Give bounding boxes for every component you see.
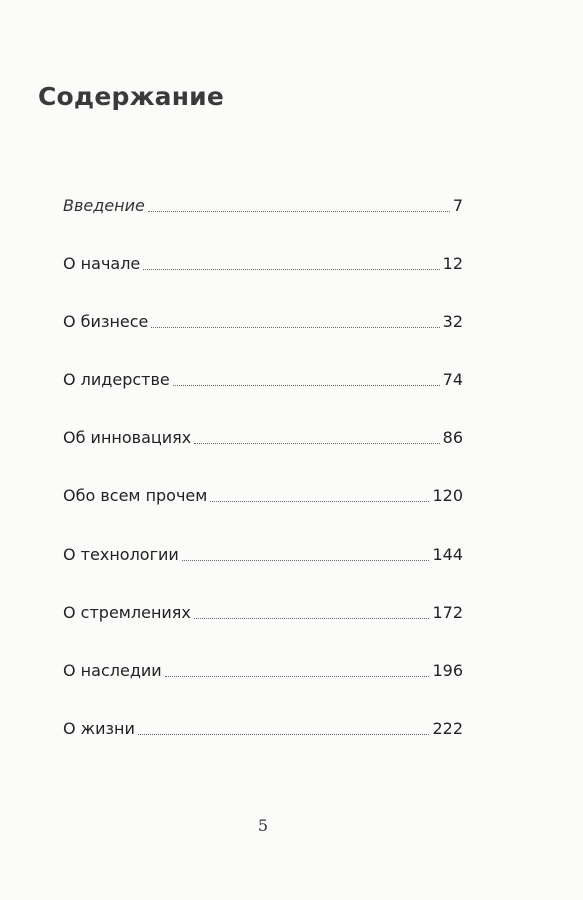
- dot-leader: [194, 443, 439, 444]
- toc-entry-beginning[interactable]: [63, 250, 463, 274]
- toc-entry-technology[interactable]: [63, 541, 463, 565]
- toc-entry-page: 172: [432, 603, 463, 622]
- toc-entry-introduction[interactable]: [63, 192, 463, 216]
- toc-entry-title: О стремлениях: [63, 603, 191, 622]
- toc-entry-page: 196: [432, 661, 463, 680]
- toc-entry-page: 222: [432, 719, 463, 738]
- toc-entry-title: Введение: [63, 196, 145, 215]
- toc-entry-title: О технологии: [63, 545, 179, 564]
- dot-leader: [173, 385, 440, 386]
- toc-entry-title: О бизнесе: [63, 312, 149, 331]
- toc-entry-leadership[interactable]: [63, 366, 463, 390]
- toc-entry-page: 74: [442, 370, 463, 389]
- toc-entry-page: 12: [442, 254, 463, 273]
- toc-entry-page: 32: [442, 312, 463, 331]
- toc-entry-title: О жизни: [63, 719, 135, 738]
- toc-entry-business[interactable]: [63, 308, 463, 332]
- toc-entry-title: О начале: [63, 254, 141, 273]
- toc-entry-everything-else[interactable]: [63, 482, 463, 506]
- toc-entry-page: 144: [432, 545, 463, 564]
- page-title: Содержание: [38, 82, 225, 111]
- toc-entry-innovation[interactable]: [63, 424, 463, 448]
- toc-entry-title: Обо всем прочем: [63, 486, 208, 505]
- toc-entry-page: 86: [442, 428, 463, 447]
- page-number: 5: [257, 816, 269, 835]
- toc-entry-legacy[interactable]: [63, 657, 463, 681]
- toc-entry-page: 7: [452, 196, 463, 215]
- dot-leader: [182, 560, 430, 561]
- dot-leader: [151, 327, 439, 328]
- toc-entry-page: 120: [432, 486, 463, 505]
- dot-leader: [143, 269, 439, 270]
- toc-entry-aspirations[interactable]: [63, 599, 463, 623]
- dot-leader: [165, 676, 430, 677]
- dot-leader: [148, 211, 450, 212]
- dot-leader: [210, 501, 429, 502]
- toc-entry-life[interactable]: [63, 715, 463, 739]
- dot-leader: [194, 618, 430, 619]
- toc-entry-title: Об инновациях: [63, 428, 192, 447]
- toc-entry-title: О лидерстве: [63, 370, 170, 389]
- dot-leader: [138, 734, 430, 735]
- toc-entry-title: О наследии: [63, 661, 162, 680]
